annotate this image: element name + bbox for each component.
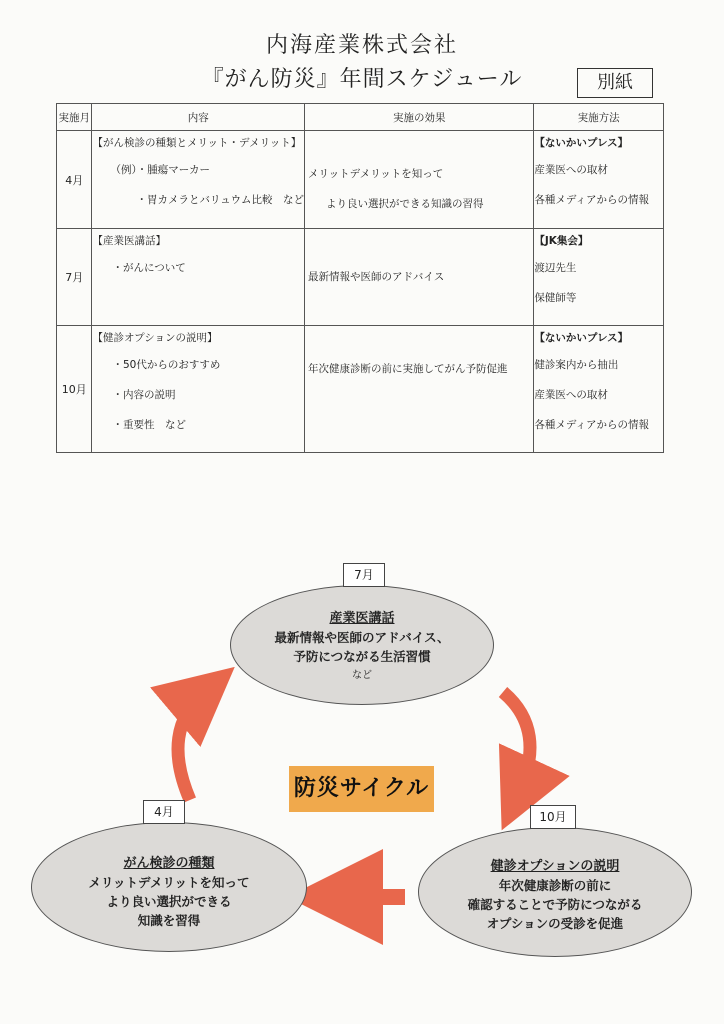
content-heading: 【産業医講話】	[92, 235, 166, 247]
document-title: 『がん防災』年間スケジュール	[201, 67, 523, 92]
october-line: 確認することで予防につながる	[467, 897, 643, 912]
disaster-prevention-cycle	[0, 550, 724, 970]
method-heading: 【ないかいプレス】	[534, 332, 629, 344]
content-heading: 【健診オプションの説明】	[92, 332, 218, 344]
method-cell	[534, 229, 664, 326]
content-heading: 【がん検診の種類とメリット・デメリット】	[92, 137, 302, 149]
header-content: 内容	[92, 104, 305, 131]
month-box-april: 4月	[143, 800, 185, 824]
july-title: 産業医講話	[329, 611, 395, 626]
effect-item: 年次健康診断の前に実施してがん予防促進	[308, 363, 508, 375]
ellipse-july	[230, 585, 494, 705]
month-cell: 10月	[57, 326, 92, 453]
effect-cell	[305, 229, 534, 326]
effect-item: より良い選択ができる知識の習得	[326, 197, 484, 210]
july-note: など	[352, 670, 372, 681]
april-line: より良い選択ができる	[106, 894, 232, 909]
method-cell	[534, 326, 664, 453]
july-line: 予防につながる生活習慣	[293, 649, 431, 664]
month-box-july: 7月	[343, 563, 385, 587]
effect-cell	[305, 131, 534, 229]
content-item: ・内容の説明	[112, 389, 176, 401]
method-heading: 【ないかいプレス】	[534, 137, 629, 149]
method-item: 各種メディアからの情報	[534, 419, 650, 431]
effect-item: 最新情報や医師のアドバイス	[308, 271, 445, 283]
october-title: 健診オプションの説明	[490, 859, 620, 874]
october-line: 年次健康診断の前に	[498, 878, 612, 893]
table-row	[57, 326, 664, 453]
content-item: （例）・腫瘍マーカー	[110, 164, 210, 176]
method-cell	[534, 131, 664, 229]
content-item: ・がんについて	[112, 262, 186, 274]
header-effect: 実施の効果	[305, 104, 534, 131]
month-box-october: 10月	[530, 805, 576, 829]
method-item: 産業医への取材	[534, 164, 608, 176]
october-line: オプションの受診を促進	[486, 916, 624, 931]
april-line: メリットデメリットを知って	[88, 875, 250, 890]
method-item: 健診案内から抽出	[534, 359, 619, 371]
april-line: 知識を習得	[137, 913, 201, 928]
content-cell	[92, 326, 305, 453]
content-item: ・50代からのおすすめ	[112, 359, 221, 371]
effect-item: メリットデメリットを知って	[308, 167, 444, 180]
table-header-row	[57, 104, 664, 131]
company-name: 内海産業株式会社	[265, 33, 458, 58]
content-item: ・重要性 など	[112, 419, 186, 431]
month-cell: 7月	[57, 229, 92, 326]
method-heading: 【JK集会】	[534, 235, 589, 247]
method-item: 産業医への取材	[534, 389, 608, 401]
attachment-label: 別紙	[577, 68, 653, 98]
content-cell	[92, 229, 305, 326]
header-month: 実施月	[57, 104, 92, 131]
ellipse-april	[31, 822, 307, 952]
month-cell: 4月	[57, 131, 92, 229]
ellipse-october	[418, 827, 692, 957]
table-row	[57, 229, 664, 326]
july-line: 最新情報や医師のアドバイス、	[274, 630, 450, 645]
cycle-center-label: 防災サイクル	[289, 766, 434, 812]
table-row	[57, 131, 664, 229]
arrow-july-to-october	[503, 692, 530, 795]
schedule-table	[56, 103, 664, 453]
method-item: 保健師等	[534, 292, 577, 304]
arrow-april-to-july	[178, 692, 205, 800]
effect-cell	[305, 326, 534, 453]
method-item: 各種メディアからの情報	[534, 194, 650, 206]
header-method: 実施方法	[534, 104, 664, 131]
april-title: がん検診の種類	[123, 856, 215, 871]
content-cell	[92, 131, 305, 229]
method-item: 渡辺先生	[534, 262, 577, 274]
content-item: ・胃カメラとバリュウム比較 など	[136, 194, 305, 206]
